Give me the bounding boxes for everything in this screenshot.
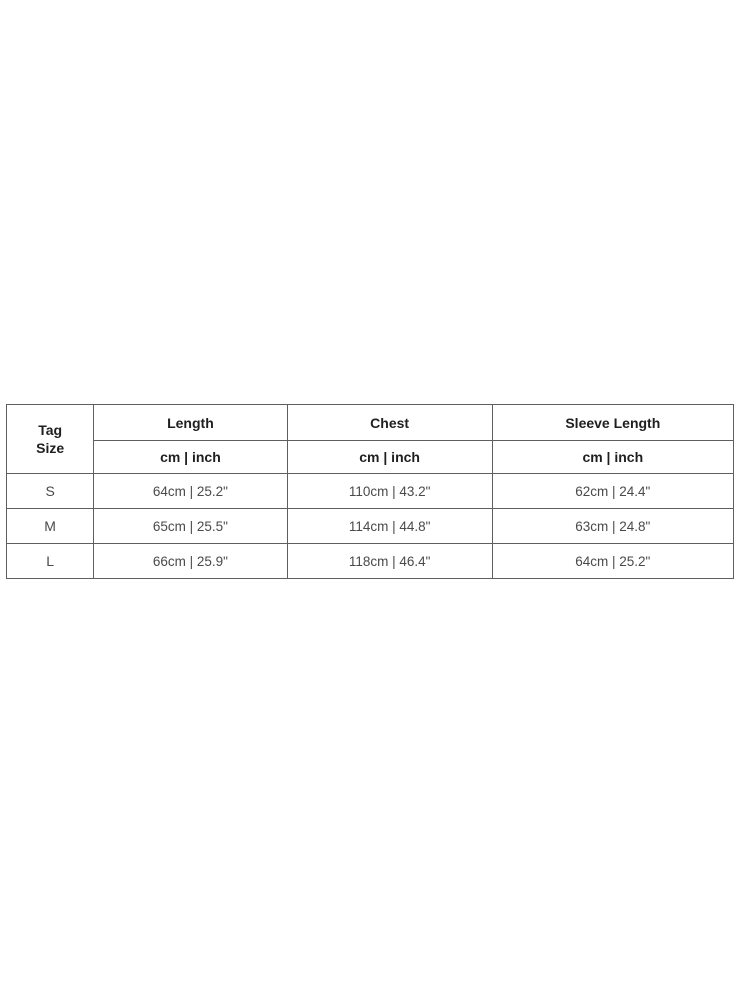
table-row-size-l xyxy=(7,544,734,579)
column-header-length: Length xyxy=(94,405,287,441)
unit-header-length: cm | inch xyxy=(94,441,287,474)
size-chart-container xyxy=(6,404,734,579)
size-label-l: L xyxy=(7,544,94,579)
chest-value-m: 114cm | 44.8" xyxy=(287,509,492,544)
unit-header-chest: cm | inch xyxy=(287,441,492,474)
length-value-m: 65cm | 25.5" xyxy=(94,509,287,544)
sleeve-value-l: 64cm | 25.2" xyxy=(492,544,733,579)
corner-header-line1: Tag xyxy=(38,422,63,438)
size-chart-table xyxy=(6,404,734,579)
sleeve-value-s: 62cm | 24.4" xyxy=(492,474,733,509)
table-row-size-s xyxy=(7,474,734,509)
size-label-m: M xyxy=(7,509,94,544)
unit-header-sleeve-length: cm | inch xyxy=(492,441,733,474)
column-header-sleeve-length: Sleeve Length xyxy=(492,405,733,441)
size-label-s: S xyxy=(7,474,94,509)
length-value-s: 64cm | 25.2" xyxy=(94,474,287,509)
column-header-chest: Chest xyxy=(287,405,492,441)
corner-header-tag-size xyxy=(7,405,94,474)
header-row-units xyxy=(7,441,734,474)
sleeve-value-m: 63cm | 24.8" xyxy=(492,509,733,544)
table-row-size-m xyxy=(7,509,734,544)
chest-value-s: 110cm | 43.2" xyxy=(287,474,492,509)
chest-value-l: 118cm | 46.4" xyxy=(287,544,492,579)
length-value-l: 66cm | 25.9" xyxy=(94,544,287,579)
corner-header-line2: Size xyxy=(36,440,65,456)
header-row-measures xyxy=(7,405,734,441)
